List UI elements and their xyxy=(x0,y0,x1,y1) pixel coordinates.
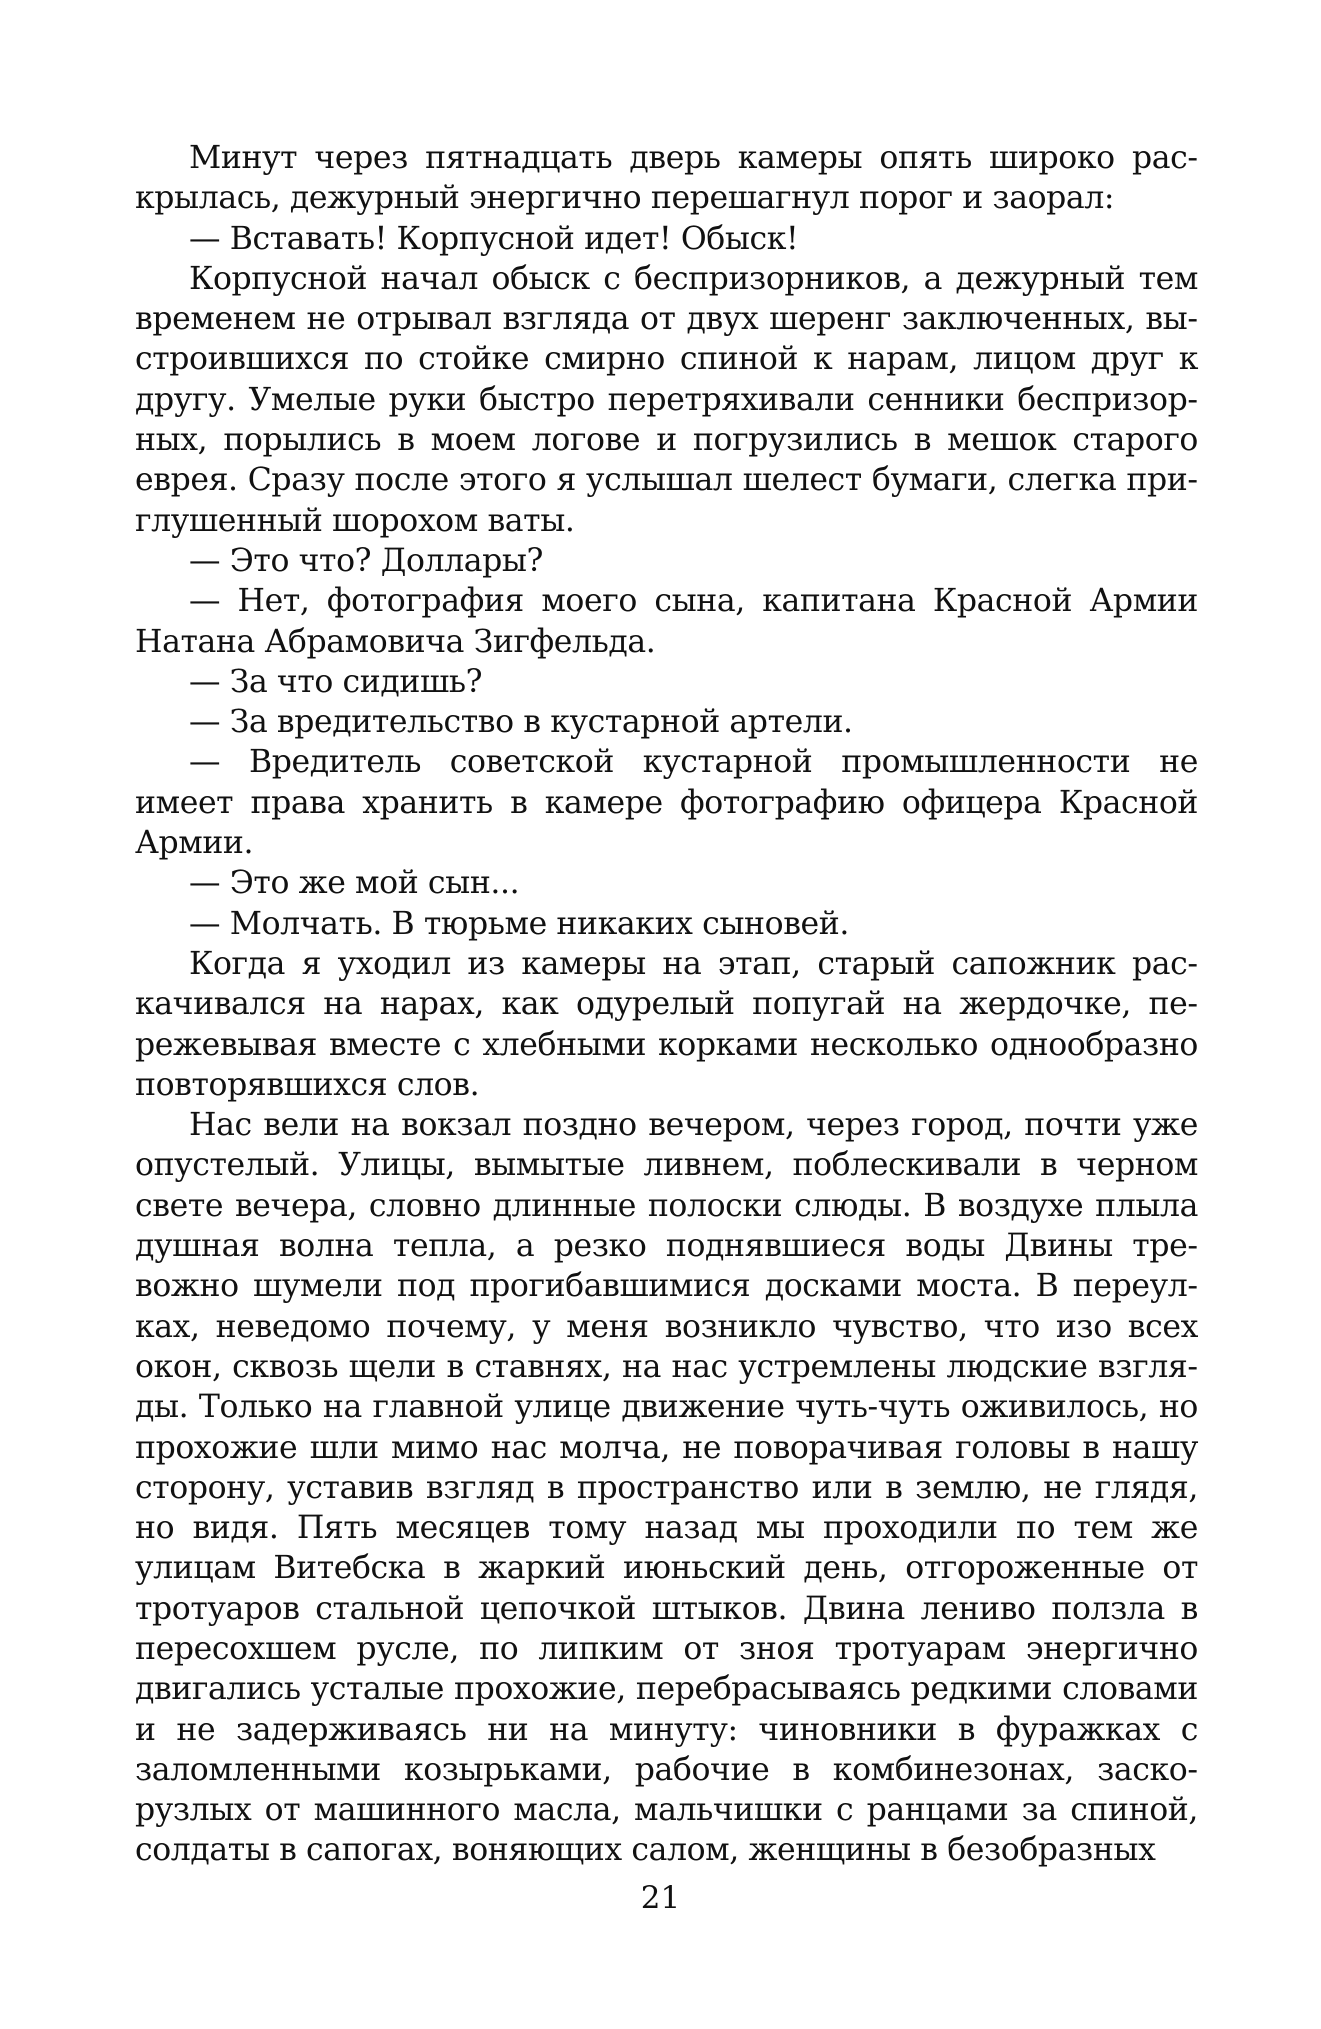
paragraph-11: Когда я уходил из камеры на этап, старый сапожник раскачивался на нарах, как одурелый попугай на жердочке, пережевывая вместе с хлебными корками несколько однообразно повторявшихся слов. xyxy=(135,945,1198,1103)
paragraph-4: — Это что? Доллары? xyxy=(189,542,544,579)
paragraph-10: — Молчать. В тюрьме никаких сыновей. xyxy=(189,905,850,942)
paragraph-2: — Вставать! Корпусной идет! Обыск! xyxy=(189,220,799,257)
page-number: 21 xyxy=(640,1880,681,1916)
paragraph-1: Минут через пятнадцать дверь камеры опять широко раскрылась, дежурный энергично перешагнул порог и заорал: xyxy=(135,140,1198,217)
paragraph-3: Корпусной начал обыск с беспризорников, а дежурный тем временем не отрывал взгляда от двух шеренг заключенных, выстроившихся по стойке смирно спиной к нарам, лицом друг к другу. Умелые руки быстро перетряхивали сенники беспризорных, порылись в моем логове и погрузились в мешок старого еврея. Сразу после этого я услышал шелест бумаги, слегка приглушенный шорохом ваты. xyxy=(135,260,1198,539)
paragraph-5: — Нет, фотография моего сына, капитана Красной Армии Натана Абрамовича Зигфельда. xyxy=(135,583,1198,660)
paragraph-7: — За вредительство в кустарной артели. xyxy=(189,704,853,741)
paragraph-9: — Это же мой сын... xyxy=(189,865,520,902)
paragraph-8: — Вредитель советской кустарной промышленности не имеет права хранить в камере фотографию офицера Красной Армии. xyxy=(135,744,1198,862)
body-text xyxy=(135,138,1198,1871)
paragraph-12: Нас вели на вокзал поздно вечером, через город, почти уже опустелый. Улицы, вымытые ливнем, поблескивали в черном свете вечера, словно длинные полоски слюды. В воздухе плыла душная волна тепла, а резко поднявшиеся воды Двины тревожно шумели под прогибавшимися досками моста. В переулках, неведомо почему, у меня возникло чувство, что изо всех окон, сквозь щели в ставнях, на нас устремлены людские взгляды. Только на главной улице движение чуть-чуть оживилось, но прохожие шли мимо нас молча, не поворачивая головы в нашу сторону, уставив взгляд в пространство или в землю, не глядя, но видя. Пять месяцев тому назад мы проходили по тем же улицам Витебска в жаркий июньский день, отгороженные от тротуаров стальной цепочкой штыков. Двина лениво ползла в пересохшем русле, по липким от зноя тротуарам энергично двигались усталые прохожие, перебрасываясь редкими словами и не задерживаясь ни на минуту: чиновники в фуражках с заломленными козырьками, рабочие в комбинезонах, заскорузлых от машинного масла, мальчишки с ранцами за спиной, солдаты в сапогах, воняющих салом, женщины в безобразных xyxy=(135,1107,1198,1869)
paragraph-6: — За что сидишь? xyxy=(189,663,483,700)
